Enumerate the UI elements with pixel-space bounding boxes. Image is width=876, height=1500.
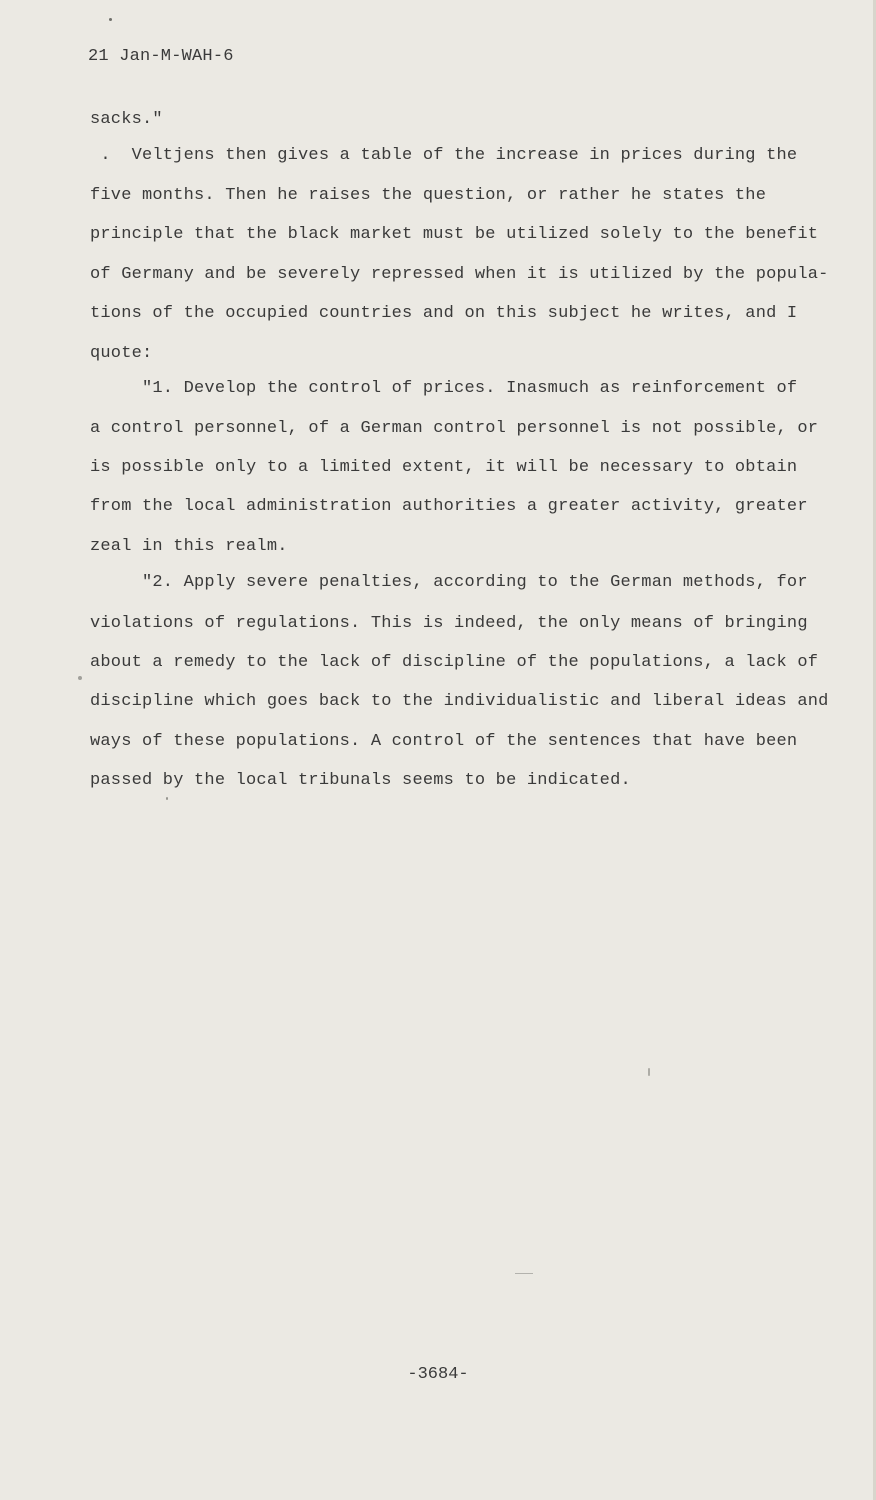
text-line: is possible only to a limited extent, it will be necessary to obtain bbox=[90, 458, 798, 477]
text-line: principle that the black market must be utilized solely to the benefit bbox=[90, 225, 819, 244]
text-line: "2. Apply severe penalties, according to the German methods, for bbox=[90, 573, 808, 592]
text-line: tions of the occupied countries and on this subject he writes, and I bbox=[90, 304, 798, 323]
paper-speck bbox=[166, 797, 168, 800]
text-line: sacks." bbox=[90, 110, 163, 129]
text-line: from the local administration authorities a greater activity, greater bbox=[90, 497, 808, 516]
text-line: zeal in this realm. bbox=[90, 537, 288, 556]
paper-speck bbox=[78, 676, 82, 680]
text-line: of Germany and be severely repressed when it is utilized by the popula- bbox=[90, 265, 829, 284]
text-line: quote: bbox=[90, 344, 153, 363]
text-line: violations of regulations. This is indeed, the only means of bringing bbox=[90, 614, 808, 633]
text-line: discipline which goes back to the individualistic and liberal ideas and bbox=[90, 692, 829, 711]
paper-speck bbox=[109, 18, 112, 21]
text-line: . Veltjens then gives a table of the increase in prices during the bbox=[90, 146, 798, 165]
document-id: 21 Jan-M-WAH-6 bbox=[88, 47, 234, 66]
text-line: passed by the local tribunals seems to be indicated. bbox=[90, 771, 631, 790]
text-line: a control personnel, of a German control personnel is not possible, or bbox=[90, 419, 819, 438]
text-line: about a remedy to the lack of discipline of the populations, a lack of bbox=[90, 653, 819, 672]
text-line: "1. Develop the control of prices. Inasmuch as reinforcement of bbox=[90, 379, 798, 398]
text-line: ways of these populations. A control of the sentences that have been bbox=[90, 732, 798, 751]
paper-speck bbox=[648, 1068, 650, 1076]
paper-speck bbox=[515, 1273, 533, 1274]
text-line: five months. Then he raises the question, or rather he states the bbox=[90, 186, 767, 205]
page-number: -3684- bbox=[407, 1365, 469, 1384]
